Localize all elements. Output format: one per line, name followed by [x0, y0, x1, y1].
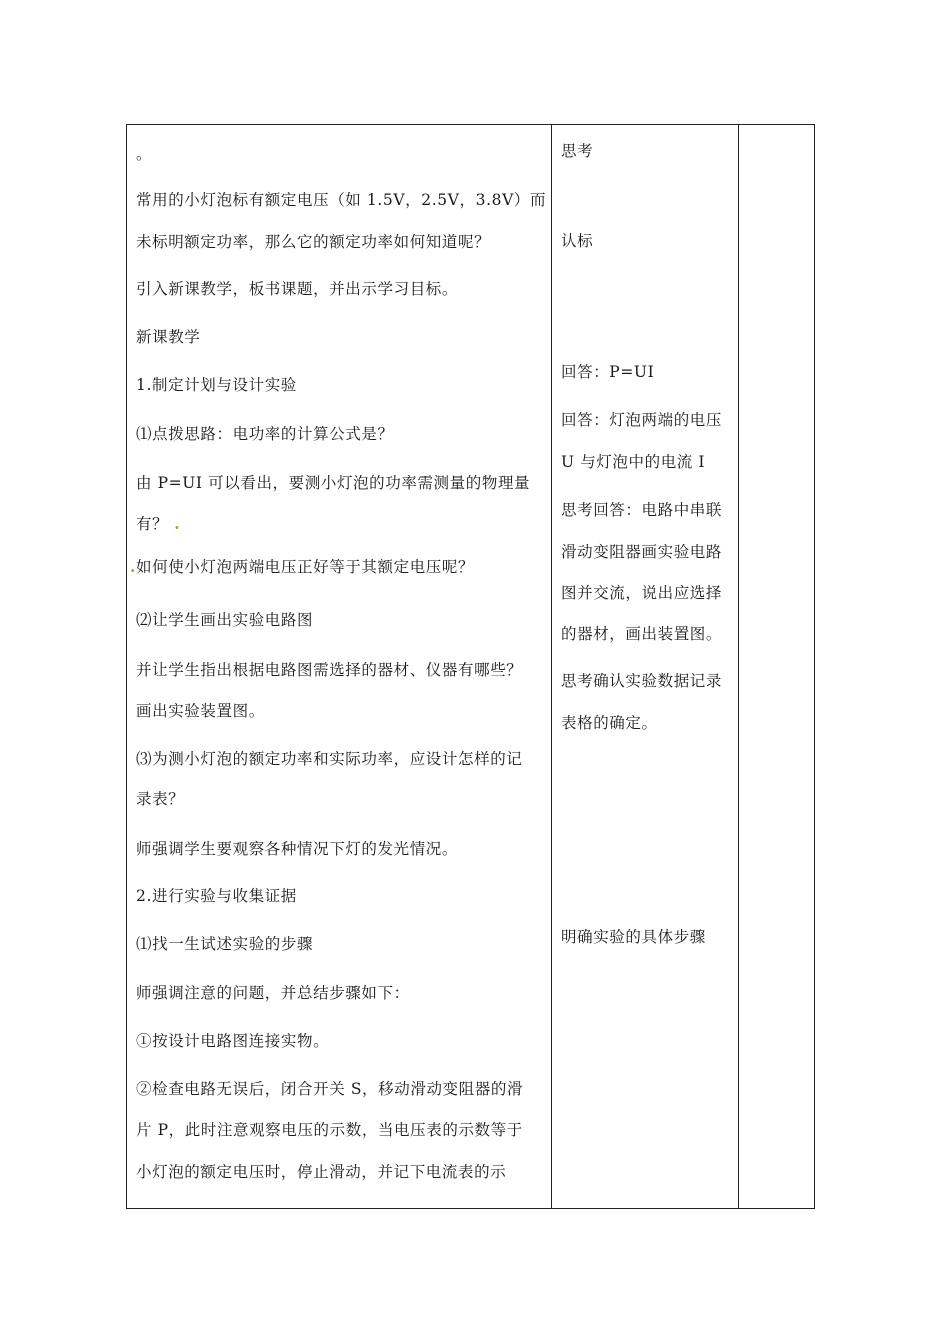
- text-line: 有？ .: [136, 514, 181, 533]
- text-line: ②检查电路无误后，闭合开关 S，移动滑动变阻器的滑: [136, 1080, 524, 1098]
- text-line: . 如何使小灯泡两端电压正好等于其额定电压呢？: [130, 557, 475, 576]
- text-line: 思考回答：电路中串联: [561, 501, 723, 519]
- text-line: ⑴找一生试述实验的步骤: [136, 935, 314, 953]
- section-heading: 1.制定计划与设计实验: [136, 376, 297, 394]
- text-line: 回答：P=UI: [561, 363, 655, 381]
- text-line: 由 P=UI 可以看出，要测小灯泡的功率需测量的物理量: [136, 474, 531, 492]
- text-line: 引入新课教学，板书课题，并出示学习目标。: [136, 280, 459, 298]
- text-line: 滑动变阻器画实验电路: [561, 543, 723, 561]
- text-line: 。: [136, 145, 153, 163]
- text-line: 师强调学生要观察各种情况下灯的发光情况。: [136, 840, 459, 858]
- section-heading: 新课教学: [136, 328, 201, 346]
- text-line: 常用的小灯泡标有额定电压（如 1.5V，2.5V，3.8V）而: [136, 191, 547, 209]
- text-line: 的器材，画出装置图。: [561, 625, 723, 643]
- text-line: 并让学生指出根据电路图需选择的器材、仪器有哪些？: [136, 661, 523, 679]
- text-line: 回答：灯泡两端的电压: [561, 411, 723, 429]
- text-line: U 与灯泡中的电流 I: [561, 453, 706, 471]
- text-line: 片 P，此时注意观察电压的示数，当电压表的示数等于: [136, 1121, 523, 1139]
- text-line: 图并交流，说出应选择: [561, 584, 723, 602]
- text-line: ①按设计电路图连接实物。: [136, 1032, 330, 1050]
- text-line: 思考确认实验数据记录: [561, 672, 723, 690]
- text-line: 认标: [561, 232, 594, 250]
- text-line: 思考: [561, 142, 594, 160]
- text-line: 明确实验的具体步骤: [561, 928, 706, 946]
- text-line: 未标明额定功率，那么它的额定功率如何知道呢？: [136, 233, 491, 251]
- text-line: ⑵让学生画出实验电路图: [136, 611, 314, 629]
- teacher-activity-column: [127, 125, 551, 1208]
- text-line: 师强调注意的问题，并总结步骤如下：: [136, 984, 410, 1002]
- text-line: 画出实验装置图。: [136, 702, 265, 720]
- text-line: 录表？: [136, 790, 185, 808]
- text-line: ⑶为测小灯泡的额定功率和实际功率，应设计怎样的记: [136, 750, 523, 768]
- notes-column: [739, 125, 815, 1208]
- section-heading: 2.进行实验与收集证据: [136, 887, 297, 905]
- text-line: 表格的确定。: [561, 714, 658, 732]
- text-line: ⑴点拨思路：电功率的计算公式是？: [136, 425, 394, 443]
- lesson-table: [126, 124, 815, 1209]
- student-activity-column: [552, 125, 738, 1208]
- text-line: 小灯泡的额定电压时，停止滑动，并记下电流表的示: [136, 1163, 507, 1181]
